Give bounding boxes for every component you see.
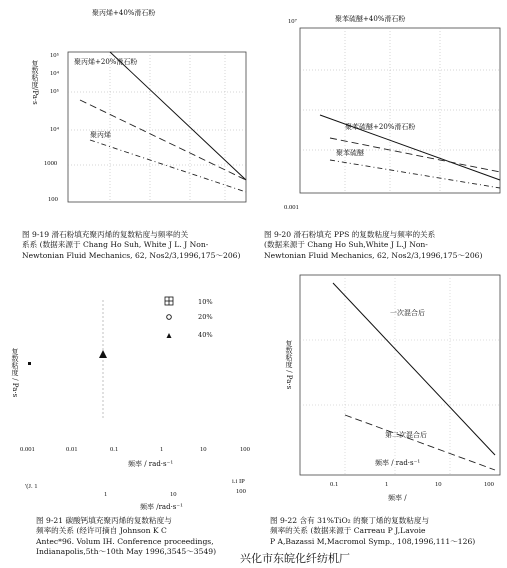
fig-9-21-legend-marker-20pct	[167, 315, 172, 320]
fig-9-21-caption: 图 9-21 碳酸钙填充聚丙烯的复数粘度与 频率的关系 (经许可摘自 Johnson K C Antec*96. Volum IH. Conference proceedings, Indianapolis,5th～10th May 1996,3545～3549)	[36, 516, 217, 557]
fig-9-19-caption: 图 9-19 滑石粉填充聚丙烯的复数粘度与频率的关 系系 (数据来源于 Chang Ho Suh, White J L. J Non- Newtonian Fluid Mechanics, 62, Nos2/3,1996,175～206)	[22, 230, 241, 260]
fig-9-21-xtick: 100	[240, 446, 250, 453]
fig-9-19-series-pp	[90, 140, 246, 192]
fig-9-21-legend-label: 20%	[198, 313, 213, 321]
fig-9-21-xtick: 1	[160, 446, 164, 453]
fig-9-19-series-40pct	[110, 52, 246, 180]
fig-9-22-xtick: 10	[435, 481, 442, 488]
fig-9-22-series-label: 一次混合后	[390, 309, 425, 317]
fig-9-20-ytick: 10⁷	[288, 18, 297, 25]
fig-9-19-series-label: 聚丙烯+20%滑石粉	[74, 58, 138, 66]
fig-9-21-legend-marker-40pct	[167, 333, 172, 338]
fig-9-21-xtick: 0.001	[20, 446, 35, 453]
fig-9-22-xtick: 0.1	[330, 481, 339, 488]
fig-9-19-ytick: 10⁵	[50, 52, 59, 59]
fig-9-21-data-point-small	[28, 362, 31, 365]
fig-9-19-ytick: 10⁴	[50, 126, 59, 133]
fig-9-21-xtick: 0.01	[66, 446, 78, 453]
fig-9-22-ylabel: 复数粘度 / Pa·s	[285, 340, 293, 390]
fig-9-22-series-label: 第二次混合后	[385, 431, 427, 439]
fig-9-20-xtick: 0.001	[284, 204, 299, 211]
fig-9-19-ytick: 100	[48, 196, 58, 203]
fig-9-22-xtick: 100	[484, 481, 494, 488]
fig-9-22-plot	[300, 275, 500, 475]
fig-9-21-ylabel: 复数粘度 / Pa·s	[11, 348, 19, 398]
fig-9-20-series-label: 聚苯硫醚	[336, 149, 364, 157]
fig-9-21-xtick: 10	[200, 446, 207, 453]
fig-9-21-legend-label: 40%	[198, 331, 213, 339]
fig-9-22-caption: 图 9-22 含有 31%TiO₂ 的聚丁烯的复数粘度与 频率的关系 (数据来源于 Carreau P J,Lavoie P A,Bazassi M,Macromol Symp., 108,1996,111～126)	[270, 516, 476, 546]
fig-9-21-legend-label: 10%	[198, 298, 213, 306]
fig-9-19-ylabel: 复数粘度/Pa·s	[31, 60, 39, 105]
fig-9-19-ytick: 10⁴	[50, 70, 59, 77]
fig-9-20-title: 聚苯硫醚+40%滑石粉	[335, 15, 406, 23]
fig-9-19-series-label: 聚丙烯	[90, 131, 111, 139]
fig-9-21-xlabel: 频率 / rad·s⁻¹	[128, 460, 174, 468]
fig-9-20-caption: 图 9-20 滑石粉填充 PPS 的复数粘度与频率的关系 (数据来源于 Chang Ho Suh,White J L.J Non- Newtonian Fluid Mechanics, 62, Nos2/3,1996,175～206)	[264, 230, 483, 260]
fig-9-19-ytick: 10⁵	[50, 88, 59, 95]
fig-9-21-xlabel2: 频率 /rad·s⁻¹	[140, 503, 183, 511]
fig-9-21-xtick2: 1	[104, 491, 108, 498]
fig-9-22-xlabel: 频率 / rad·s⁻¹	[375, 459, 421, 467]
fig-9-21-data-point	[99, 350, 107, 358]
fig-9-21-stray-text: '(J. 1	[25, 483, 38, 490]
fig-9-19-plot	[68, 52, 246, 202]
fig-9-19-series-20pct	[80, 100, 246, 180]
fig-9-19-ytick: 1000	[44, 160, 58, 167]
fig-9-21-stray-text: i.i IP	[232, 478, 245, 485]
fig-9-22-xlabel2: 频率 /	[388, 494, 407, 502]
fig-9-20-series-label: 聚苯硫醚+20%滑石粉	[345, 123, 416, 131]
fig-9-21-xtick: 0.1	[110, 446, 119, 453]
fig-9-22-xtick: 1	[385, 481, 389, 488]
fig-9-21-plot	[28, 297, 173, 420]
fig-9-19-title: 聚丙烯+40%滑石粉	[92, 9, 156, 17]
footer-company: 兴化市东皖化纤纺机厂	[240, 552, 350, 565]
fig-9-20-plot	[300, 28, 500, 193]
fig-9-21-stray-text: 100	[236, 488, 246, 495]
fig-9-21-xtick2: 10	[170, 491, 177, 498]
fig-9-20-series-pps	[330, 160, 500, 188]
